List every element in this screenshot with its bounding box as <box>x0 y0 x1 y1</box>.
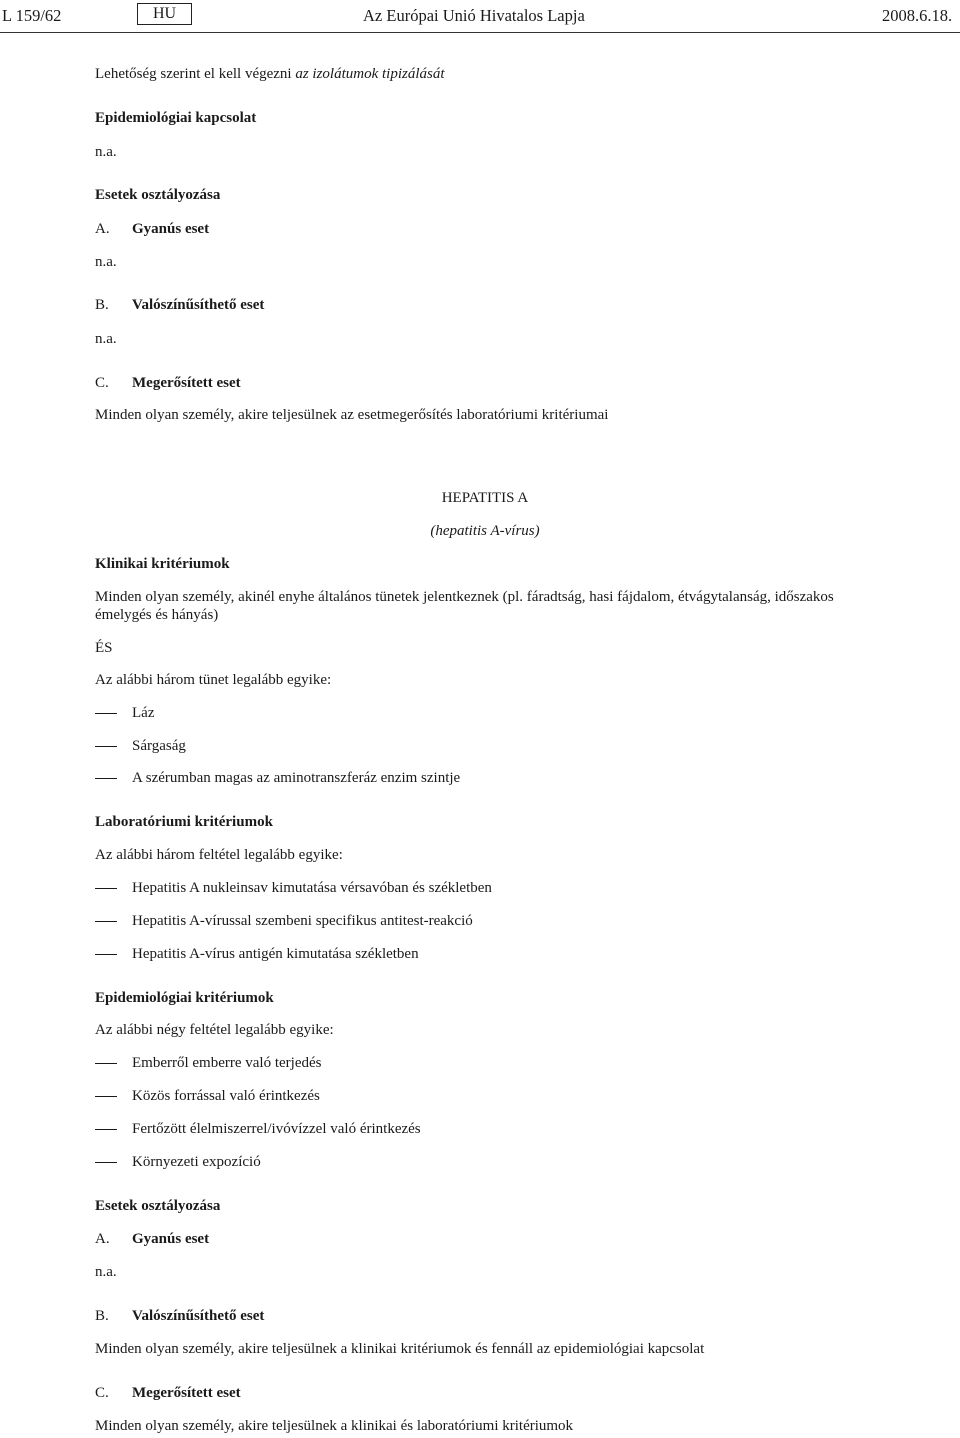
epi-intro: Az alábbi négy feltétel legalább egyike: <box>95 1022 334 1038</box>
confirmed-title: Megerősített eset <box>132 375 241 391</box>
lab-heading: Laboratóriumi kritériumok <box>95 814 273 830</box>
suspected-letter: A. <box>95 221 110 237</box>
epi-item: Környezeti expozíció <box>132 1154 261 1170</box>
lab-item: Hepatitis A-vírussal szembeni specifikus antitest-reakció <box>132 913 473 929</box>
header-rule <box>0 32 960 33</box>
list-dash <box>95 1096 117 1097</box>
suspected-value: n.a. <box>95 254 117 270</box>
epi-heading: Epidemiológiai kritériumok <box>95 990 274 1006</box>
confirmed-letter-2: C. <box>95 1385 109 1401</box>
confirmed-text: Minden olyan személy, akire teljesülnek az esetmegerősítés laboratóriumi kritériumai <box>95 407 609 423</box>
probable-text-2: Minden olyan személy, akire teljesülnek a klinikai kritériumok és fennáll az epidemiológiai kapcsolat <box>95 1341 705 1357</box>
list-dash <box>95 954 117 955</box>
probable-title: Valószínűsíthető eset <box>132 297 265 313</box>
lab-item: Hepatitis A nukleinsav kimutatása vérsavóban és székletben <box>132 880 492 896</box>
case-class-heading: Esetek osztályozása <box>95 187 221 203</box>
lab-intro: Az alábbi három feltétel legalább egyike: <box>95 847 343 863</box>
probable-letter: B. <box>95 297 109 313</box>
confirmed-letter: C. <box>95 375 109 391</box>
epi-link-heading: Epidemiológiai kapcsolat <box>95 110 257 126</box>
epi-item: Közös forrással való érintkezés <box>132 1088 320 1104</box>
typing-note: Lehetőség szerint el kell végezni az izolátumok tipizálását <box>95 66 445 82</box>
confirmed-title-2: Megerősített eset <box>132 1385 241 1401</box>
clinical-text-line1: Minden olyan személy, akinél enyhe általános tünetek jelentkeznek (pl. fáradtság, hasi fájdalom, étvágytalanság, időszakos <box>95 589 834 605</box>
journal-title: Az Európai Unió Hivatalos Lapja <box>363 6 585 25</box>
list-dash <box>95 778 117 779</box>
list-dash <box>95 746 117 747</box>
list-dash <box>95 1129 117 1130</box>
symptom-item: A szérumban magas az aminotranszferáz enzim szintje <box>132 770 461 786</box>
symptom-item: Láz <box>132 705 155 721</box>
symptoms-intro: Az alábbi három tünet legalább egyike: <box>95 672 332 688</box>
list-dash <box>95 713 117 714</box>
list-dash <box>95 1162 117 1163</box>
list-dash <box>95 1063 117 1064</box>
publication-date: 2008.6.18. <box>882 6 953 25</box>
epi-link-value: n.a. <box>95 144 117 160</box>
page-header <box>0 0 960 34</box>
epi-item: Fertőzött élelmiszerrel/ivóvízzel való érintkezés <box>132 1121 421 1137</box>
suspected-title: Gyanús eset <box>132 221 210 237</box>
case-class-heading-2: Esetek osztályozása <box>95 1198 221 1214</box>
lab-item: Hepatitis A-vírus antigén kimutatása székletben <box>132 946 419 962</box>
clinical-text-line2: émelygés és hányás) <box>95 607 219 623</box>
symptom-item: Sárgaság <box>132 738 186 754</box>
epi-item: Emberről emberre való terjedés <box>132 1055 322 1071</box>
probable-letter-2: B. <box>95 1308 109 1324</box>
suspected-letter-2: A. <box>95 1231 110 1247</box>
confirmed-text-2: Minden olyan személy, akire teljesülnek a klinikai és laboratóriumi kritériumok <box>95 1418 574 1434</box>
and-connector: ÉS <box>95 640 113 656</box>
clinical-heading: Klinikai kritériumok <box>95 556 230 572</box>
page-reference: L 159/62 <box>2 6 62 25</box>
section-title: HEPATITIS A <box>441 490 529 506</box>
list-dash <box>95 888 117 889</box>
suspected-value-2: n.a. <box>95 1264 117 1280</box>
suspected-title-2: Gyanús eset <box>132 1231 210 1247</box>
probable-value: n.a. <box>95 331 117 347</box>
language-box: HU <box>137 3 192 25</box>
list-dash <box>95 921 117 922</box>
section-subtitle: (hepatitis A-vírus) <box>430 523 540 539</box>
probable-title-2: Valószínűsíthető eset <box>132 1308 265 1324</box>
